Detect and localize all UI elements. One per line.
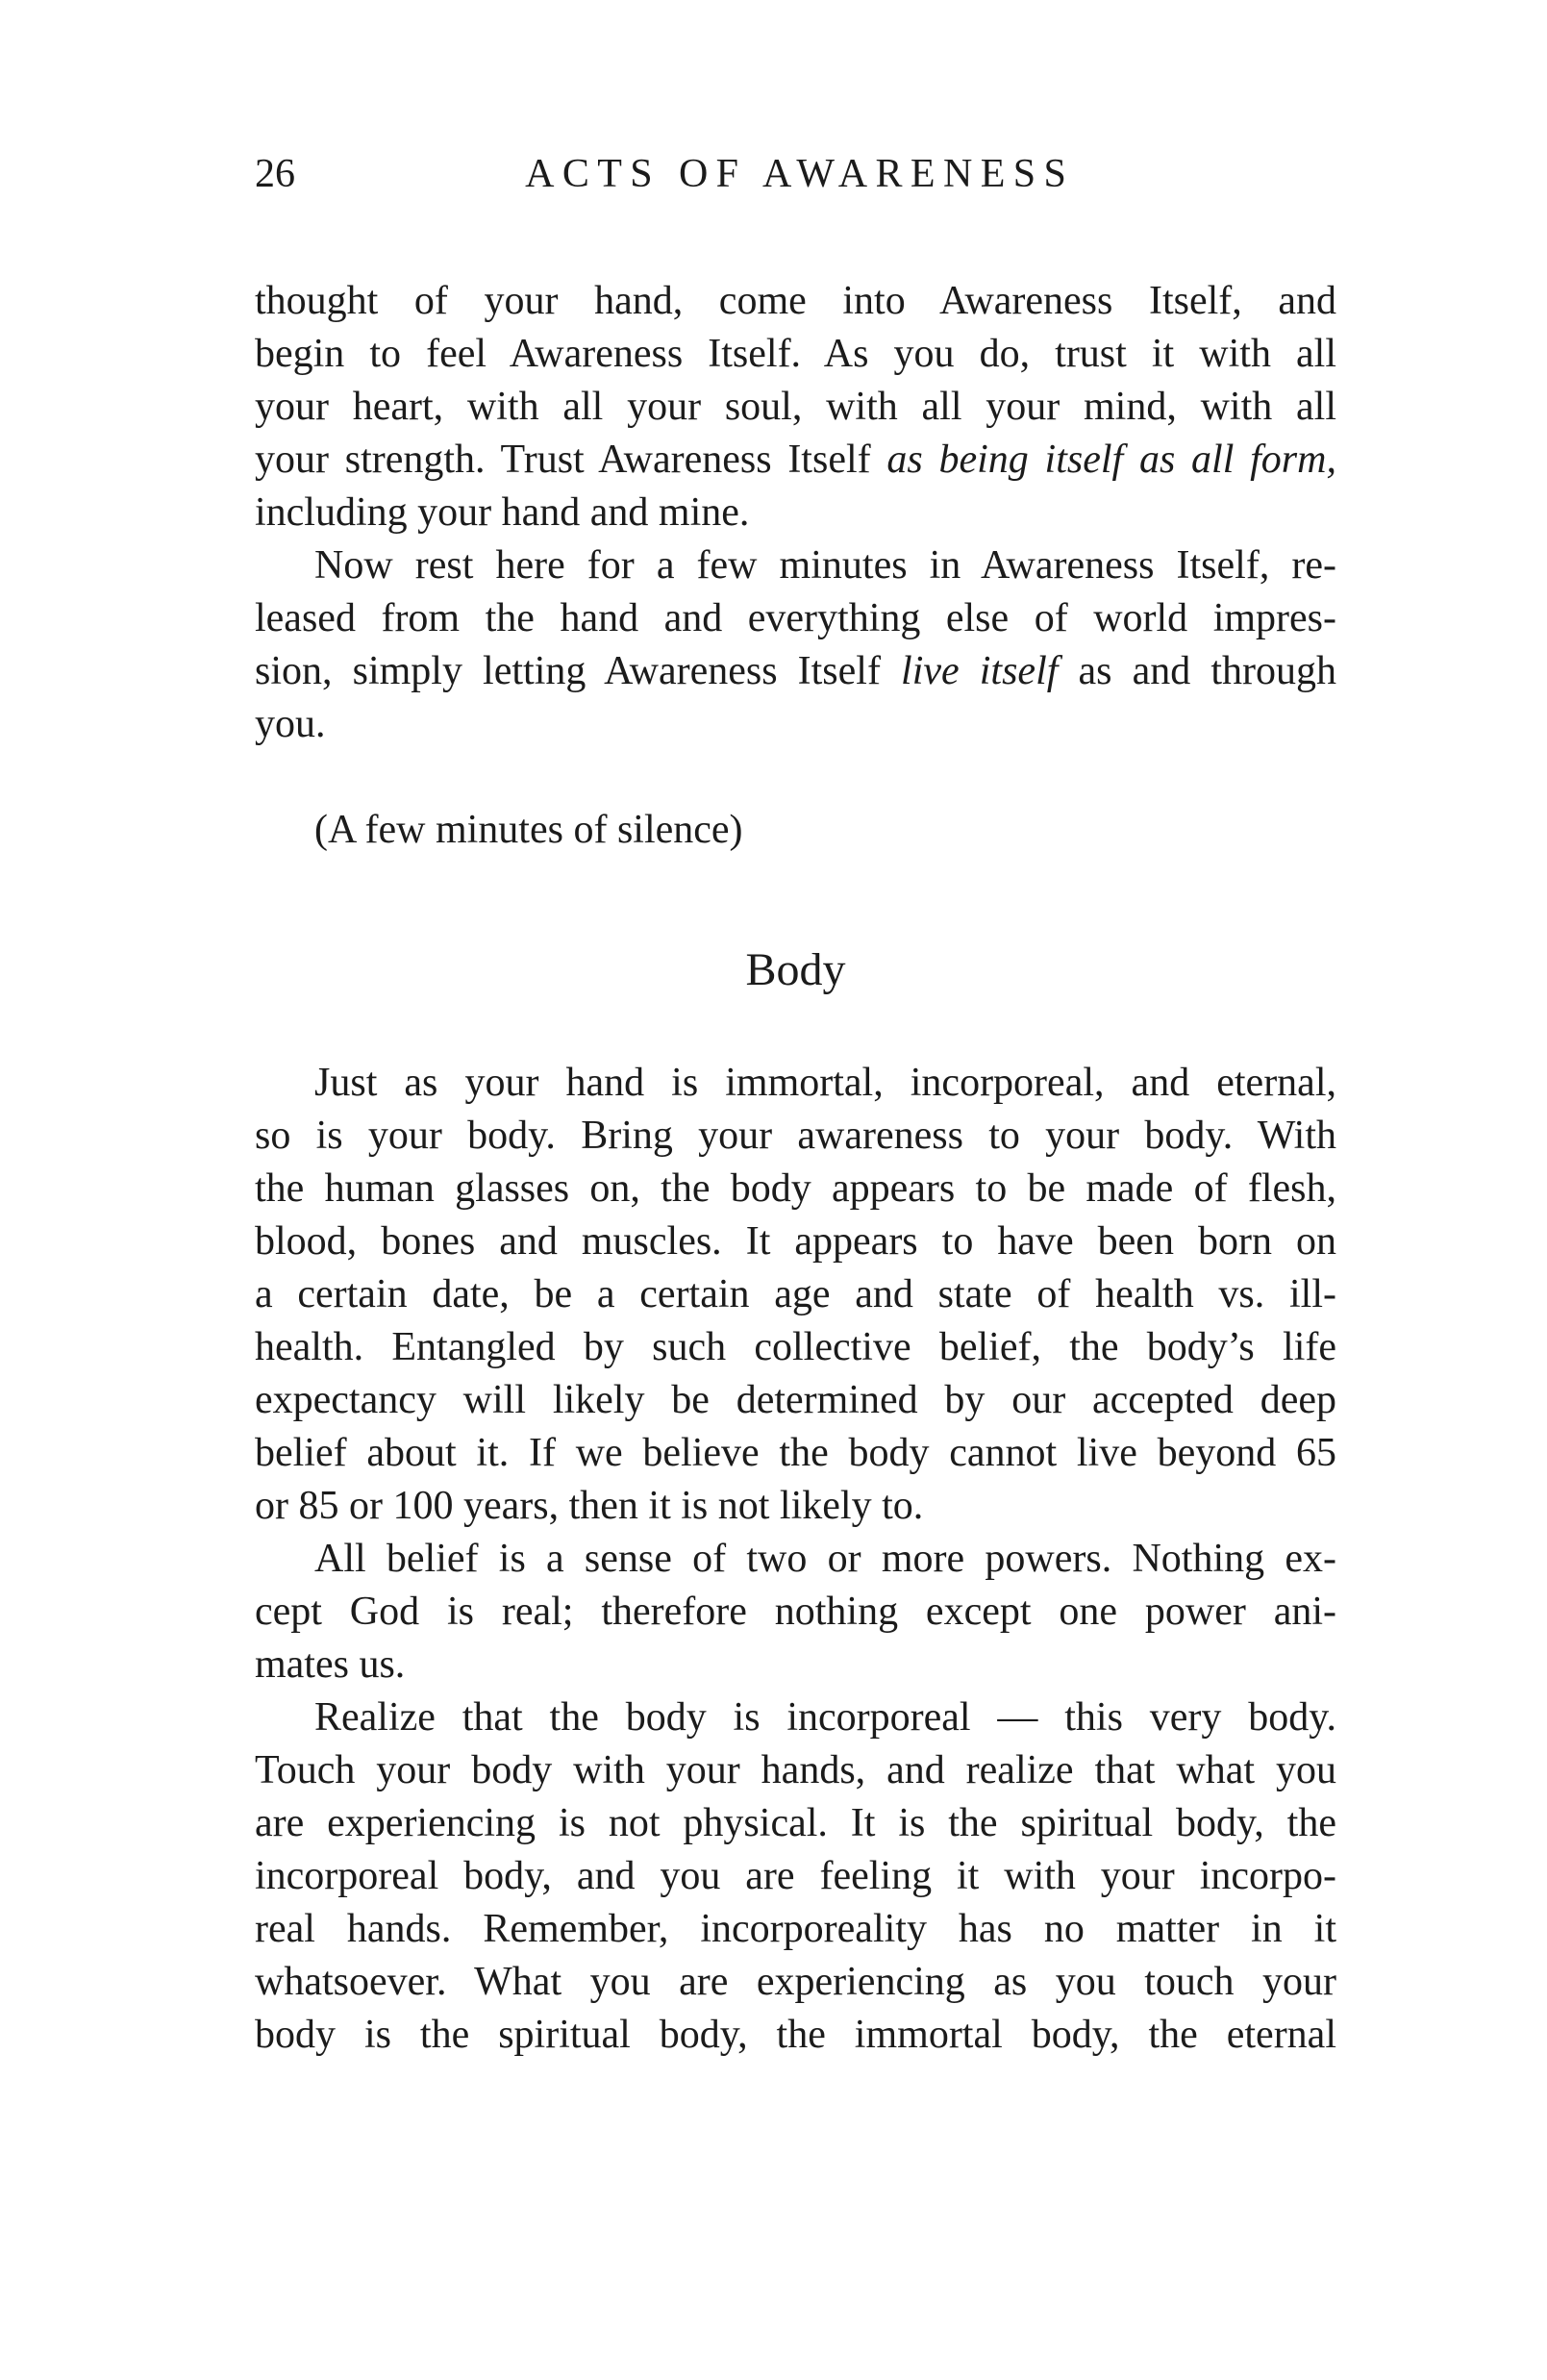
text-line [255, 487, 1336, 539]
text-line [255, 1374, 1336, 1427]
paragraph-5 [255, 1691, 1336, 2062]
text-line [255, 1850, 1336, 1903]
text-run: Touch your body with your hands, and realize that what you [255, 1748, 1336, 1792]
section-heading: Body [745, 944, 846, 995]
text-line [255, 592, 1336, 645]
text-run: are experiencing is not physical. It is the spiritual body, the [255, 1801, 1336, 1845]
text-run: sion, simply letting Awareness Itself [255, 649, 902, 693]
paragraph-4 [255, 1533, 1336, 1691]
text-line [255, 1427, 1336, 1480]
text-line [255, 1639, 1336, 1691]
text-run: mates us. [255, 1642, 406, 1687]
text-run: leased from the hand and everything else of world impres- [255, 596, 1336, 640]
text-run: including your hand and mine. [255, 490, 750, 535]
text-line [255, 1533, 1336, 1586]
text-column [255, 275, 1336, 2062]
text-run: or 85 or 100 years, then it is not likely to. [255, 1484, 924, 1528]
text-line [255, 1956, 1336, 2009]
text-run: real hands. Remember, incorporeality has no matter in it [255, 1907, 1336, 1951]
text-line [255, 539, 1336, 592]
text-line [255, 1268, 1336, 1321]
spacer [255, 997, 1336, 1057]
text-run: cept God is real; therefore nothing except one power ani- [255, 1590, 1336, 1634]
page-header [255, 151, 1336, 197]
spacer [255, 751, 1336, 804]
text-line [255, 1691, 1336, 1744]
text-line [255, 381, 1336, 434]
text-run: body is the spiritual body, the immortal body, the eternal [255, 2013, 1336, 2057]
text-run: belief about it. If we believe the body cannot live beyond 65 [255, 1431, 1336, 1475]
silence-note: (A few minutes of silence) [314, 808, 743, 852]
paragraph-2 [255, 539, 1336, 751]
text-run: you. [255, 702, 326, 746]
text-line [255, 2009, 1336, 2062]
spacer [255, 857, 1336, 943]
text-line [255, 275, 1336, 328]
paragraph-3 [255, 1057, 1336, 1533]
text-line [255, 1797, 1336, 1850]
text-run: begin to feel Awareness Itself. As you do, trust it with all [255, 332, 1336, 376]
text-line [255, 1163, 1336, 1215]
running-head: ACTS OF AWARENESS [525, 152, 1075, 196]
text-run: your heart, with all your soul, with all your mind, with all [255, 385, 1336, 429]
text-line [255, 698, 1336, 751]
text-run: a certain date, be a certain age and state of health vs. ill- [255, 1272, 1336, 1316]
text-run: Realize that the body is incorporeal — this very body. [314, 1695, 1336, 1740]
text-run: Just as your hand is immortal, incorporeal, and eternal, [314, 1061, 1336, 1105]
text-run: All belief is a sense of two or more powers. Nothing ex- [314, 1537, 1336, 1581]
text-run: blood, bones and muscles. It appears to have been born on [255, 1219, 1336, 1264]
text-line [255, 1057, 1336, 1110]
text-line [255, 1321, 1336, 1374]
text-run: health. Entangled by such collective belief, the body’s life [255, 1325, 1336, 1369]
text-line [255, 1903, 1336, 1956]
text-line [255, 1110, 1336, 1163]
text-line [255, 1586, 1336, 1639]
page-number: 26 [255, 152, 295, 196]
text-line [255, 1744, 1336, 1797]
text-run: thought of your hand, come into Awareness Itself, and [255, 279, 1336, 323]
paragraph-1 [255, 275, 1336, 539]
text-run: as and through [1058, 649, 1336, 693]
italic-text-run: as being itself as all form, [886, 438, 1336, 482]
italic-text-run: live itself [901, 649, 1059, 693]
text-run: so is your body. Bring your awareness to your body. With [255, 1114, 1336, 1158]
text-run: the human glasses on, the body appears to be made of flesh, [255, 1166, 1336, 1211]
text-run: Now rest here for a few minutes in Awareness Itself, re- [314, 543, 1336, 588]
text-line [255, 1215, 1336, 1268]
text-run: your strength. Trust Awareness Itself [255, 438, 887, 482]
text-run: whatsoever. What you are experiencing as you touch your [255, 1960, 1336, 2004]
text-line [255, 1480, 1336, 1533]
text-line [255, 328, 1336, 381]
text-run: incorporeal body, and you are feeling it with your incorpo- [255, 1854, 1336, 1898]
text-run: expectancy will likely be determined by our accepted deep [255, 1378, 1336, 1422]
text-line [255, 645, 1336, 698]
text-line [255, 434, 1336, 487]
